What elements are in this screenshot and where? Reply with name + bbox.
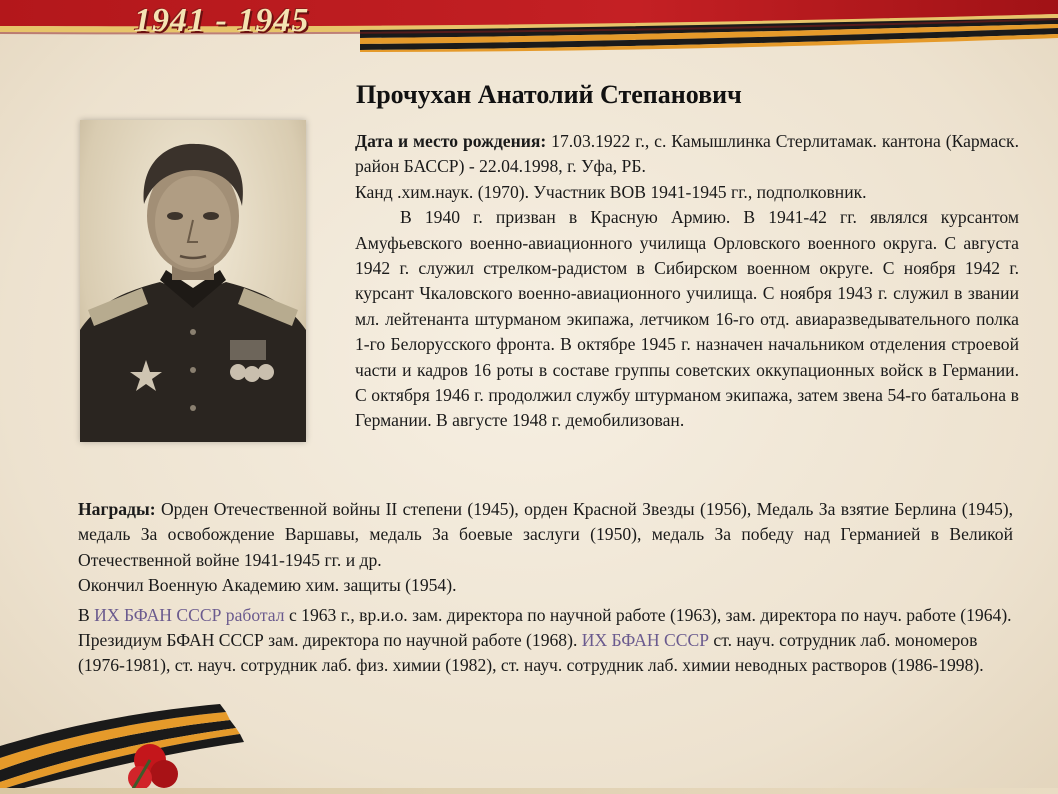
portrait-image [80, 120, 306, 442]
person-name: Прочухан Анатолий Степанович [356, 80, 742, 109]
work-paragraph [78, 603, 1013, 679]
awards-paragraph [78, 497, 1013, 573]
footer-line [0, 788, 1058, 794]
work-highlight-2: ИХ БФАН СССР [581, 630, 709, 651]
birth-label: Дата и место рождения: [355, 131, 547, 151]
lower-block [78, 497, 1013, 679]
degree-paragraph: Канд .хим.наук. (1970). Участник ВОВ 1941-1945 гг., подполковник. [355, 181, 867, 202]
bio-block [355, 129, 1019, 434]
birth-paragraph [355, 129, 1019, 180]
awards-text: Орден Отечественной войны II степени (1945), орден Красной Звезды (1956), Медаль За взятие Берлина (1945), медаль За освобождение Варшавы, медаль За боевые заслуги (1950), медаль За победу над Германией в Великой Отечественной войне 1941-1945 гг. и др. [78, 499, 1013, 570]
header-ribbon [0, 0, 1058, 52]
work-text-3: ст. науч. сотрудник лаб. мономеров (1976-1981), ст. науч. сотрудник лаб. физ. химии (1982), ст. науч. сотрудник лаб. химии неводных растворов (1986-1998). [78, 630, 984, 676]
service-paragraph: В 1940 г. призван в Красную Армию. В 1941-42 гг. являлся курсантом Амуфьевского военно-авиационного училища Орловского военного округа. С августа 1942 г. служил стрелком-радистом в Сибирском военном округе. С ноября 1942 г. курсант Чкаловского военно-авиационного училища. С ноября 1943 г. служил в звании мл. лейтенанта штурманом экипажа, летчиком 16-го отд. авиаразведывательного полка 1-го Белорусского фронта. В октябре 1945 г. назначен начальником отделения строевой части и кадров 16 роты в составе группы советских оккупационных войск в Германии. С октября 1946 г. продолжил службу штурманом экипажа, затем звена 54-го батальона в Германии. В августе 1948 г. демобилизован. [355, 207, 1019, 431]
work-text-2: с 1963 г., вр.и.о. зам. директора по научной работе (1963), зам. директора по науч. работе (1964). Президиум БФАН СССР зам. директора по научной работе (1968). [78, 604, 1012, 651]
portrait-photo [80, 120, 306, 442]
carnation-ribbon-icon [0, 700, 300, 794]
birth-text: 17.03.1922 г., с. Камышлинка Стерлитамак. кантона (Кармаск. район БАССР) - 22.04.1998, г. Уфа, РБ. [355, 131, 1020, 177]
awards-label: Награды: [78, 499, 156, 519]
work-highlight-1: ИХ БФАН СССР работал [94, 604, 285, 625]
work-text-1: В [78, 604, 95, 625]
header-years: 1941 - 1945 [134, 2, 310, 39]
academy-paragraph: Окончил Военную Академию хим. защиты (1954). [78, 575, 457, 596]
